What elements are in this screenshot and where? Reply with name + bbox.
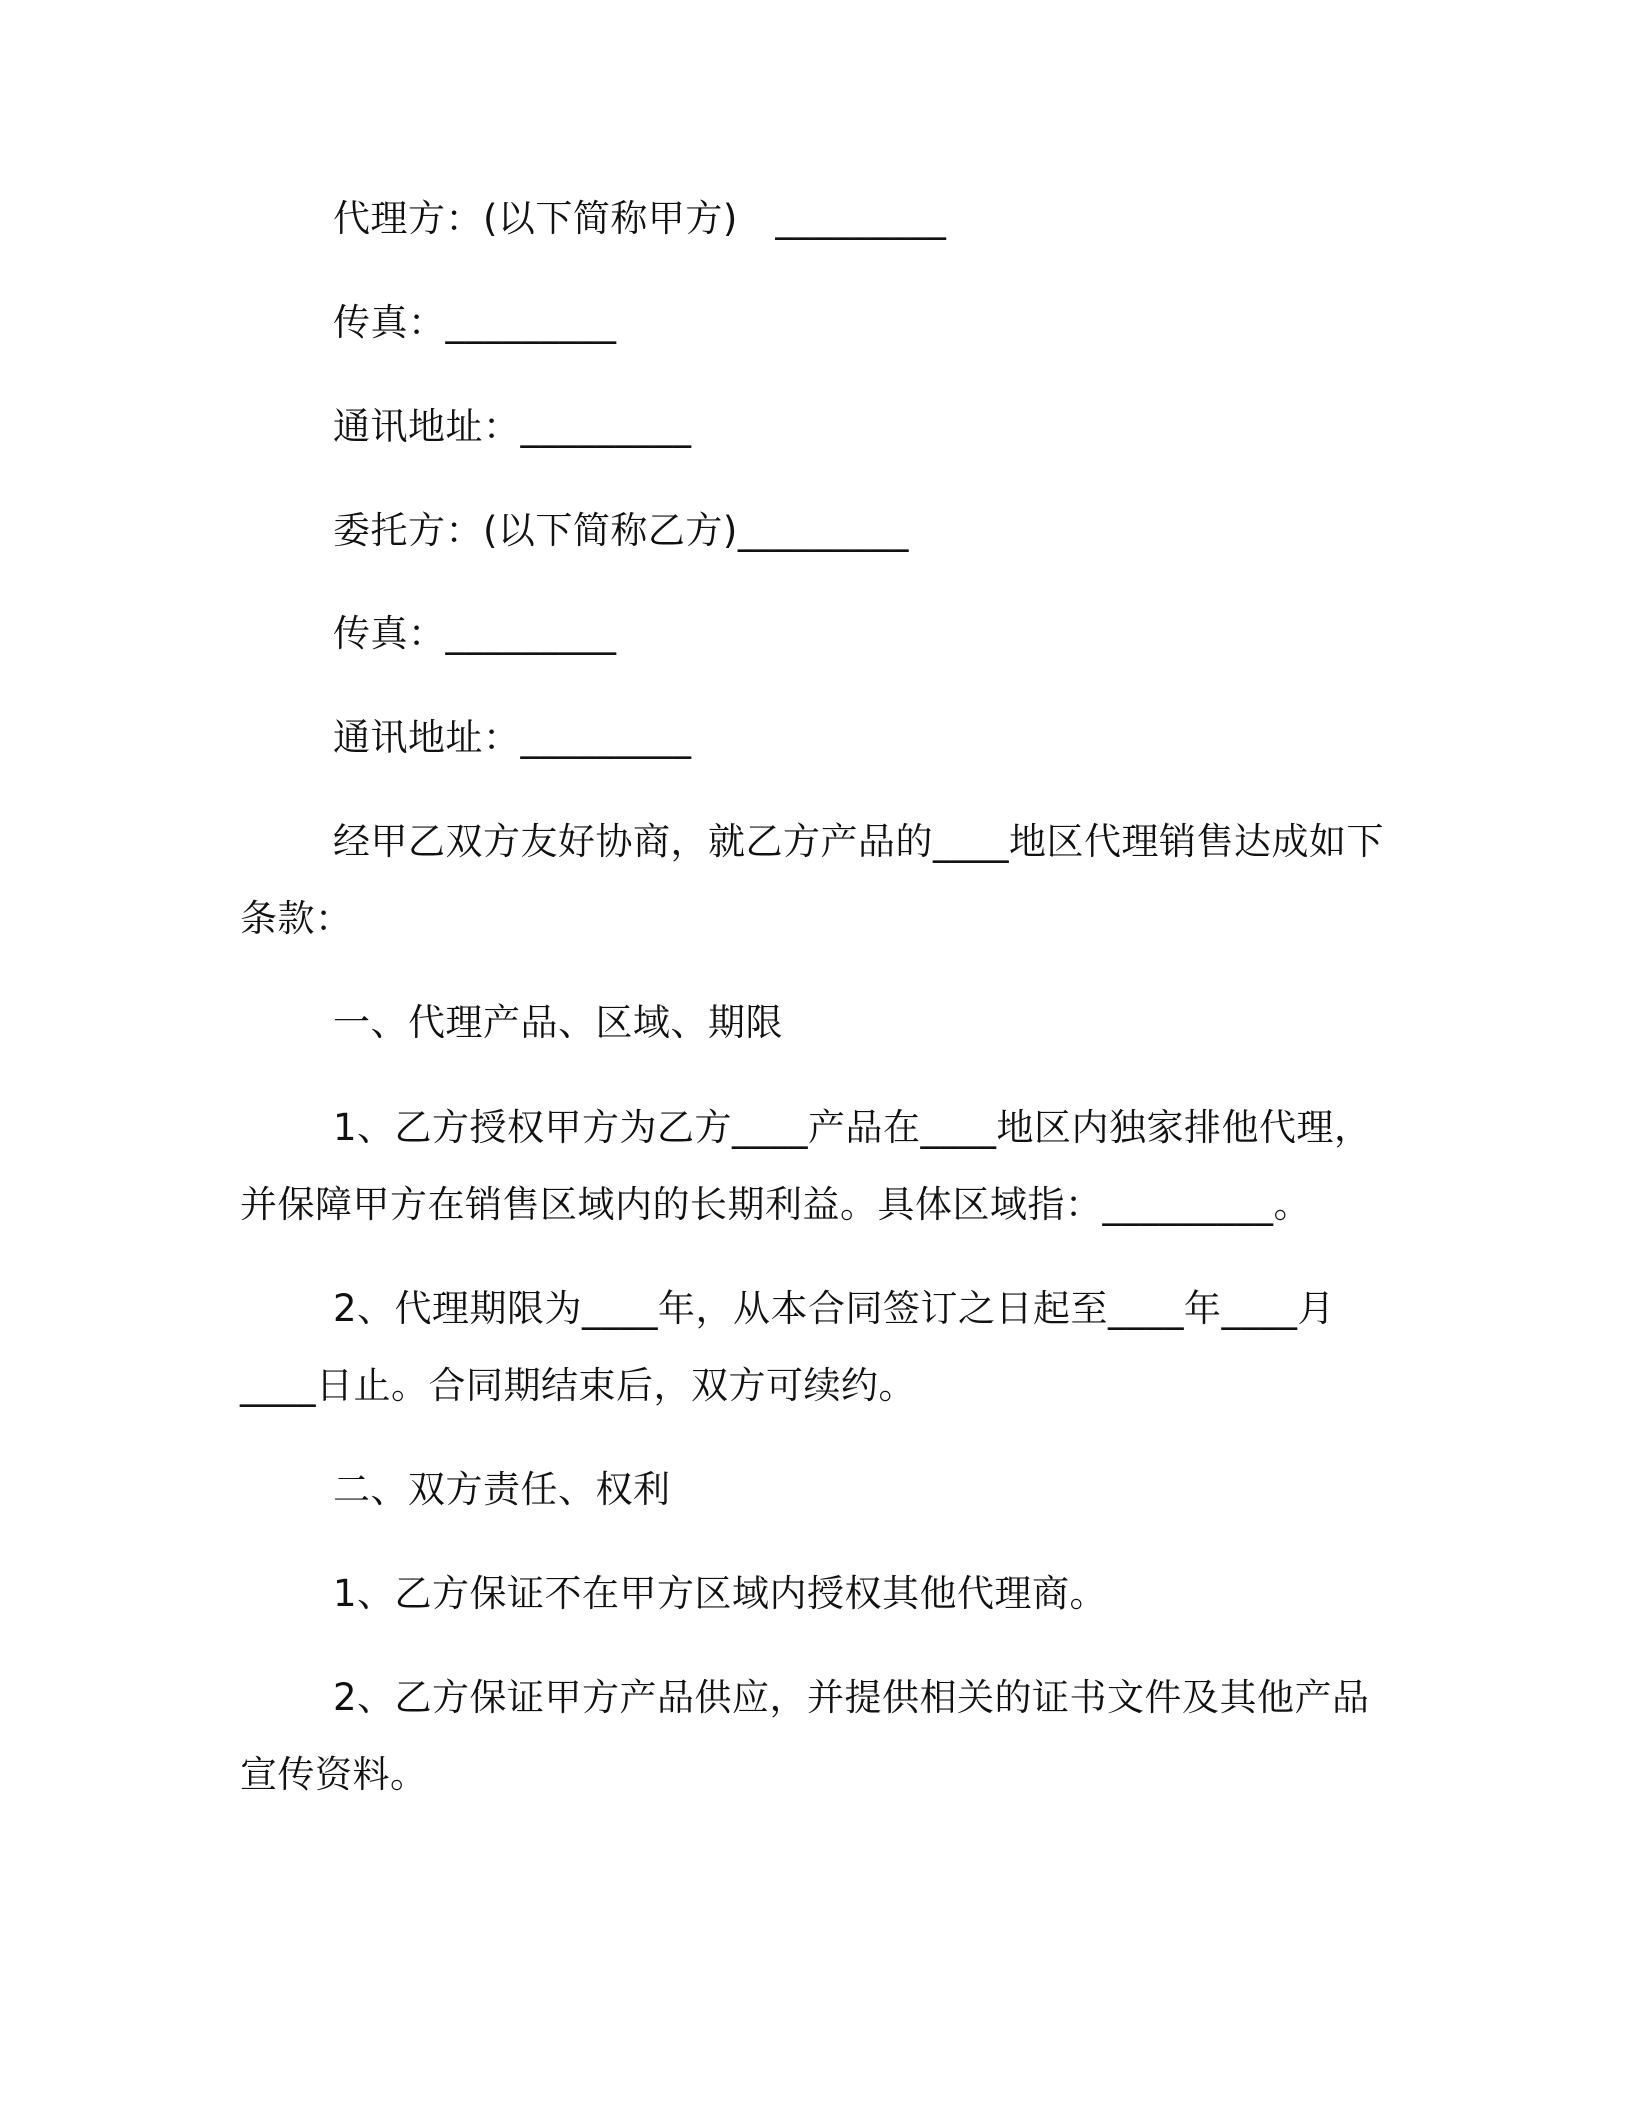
clause-1-1-line-2: 并保障甲方在销售区域内的长期利益。具体区域指：_________。	[240, 1183, 1311, 1226]
clause-1-2-line-1: 2、代理期限为____年，从本合同签订之日起至____年____月	[333, 1287, 1336, 1330]
principal-address-line: 通讯地址：_________	[333, 716, 692, 759]
section-heading-1: 一、代理产品、区域、期限	[333, 1001, 783, 1044]
clause-2-1: 1、乙方保证不在甲方区域内授权其他代理商。	[333, 1572, 1108, 1615]
clause-1-2-line-2: ____日止。合同期结束后，双方可续约。	[240, 1364, 916, 1407]
section-heading-2: 二、双方责任、权利	[333, 1468, 671, 1511]
clause-1-1-line-1: 1、乙方授权甲方为乙方____产品在____地区内独家排他代理，	[333, 1106, 1372, 1149]
intro-paragraph-line-1: 经甲乙双方友好协商，就乙方产品的____地区代理销售达成如下	[333, 820, 1384, 863]
clause-2-2-line-2: 宣传资料。	[240, 1753, 428, 1796]
principal-party-line: 委托方：(以下简称乙方)_________	[333, 509, 909, 552]
agent-fax-line: 传真：_________	[333, 301, 617, 344]
agent-address-line: 通讯地址：_________	[333, 405, 692, 448]
intro-paragraph-line-2: 条款：	[240, 897, 353, 940]
principal-fax-line: 传真：_________	[333, 612, 617, 655]
clause-2-2-line-1: 2、乙方保证甲方产品供应，并提供相关的证书文件及其他产品	[333, 1676, 1370, 1719]
agent-party-line: 代理方：(以下简称甲方) _________	[333, 197, 947, 240]
